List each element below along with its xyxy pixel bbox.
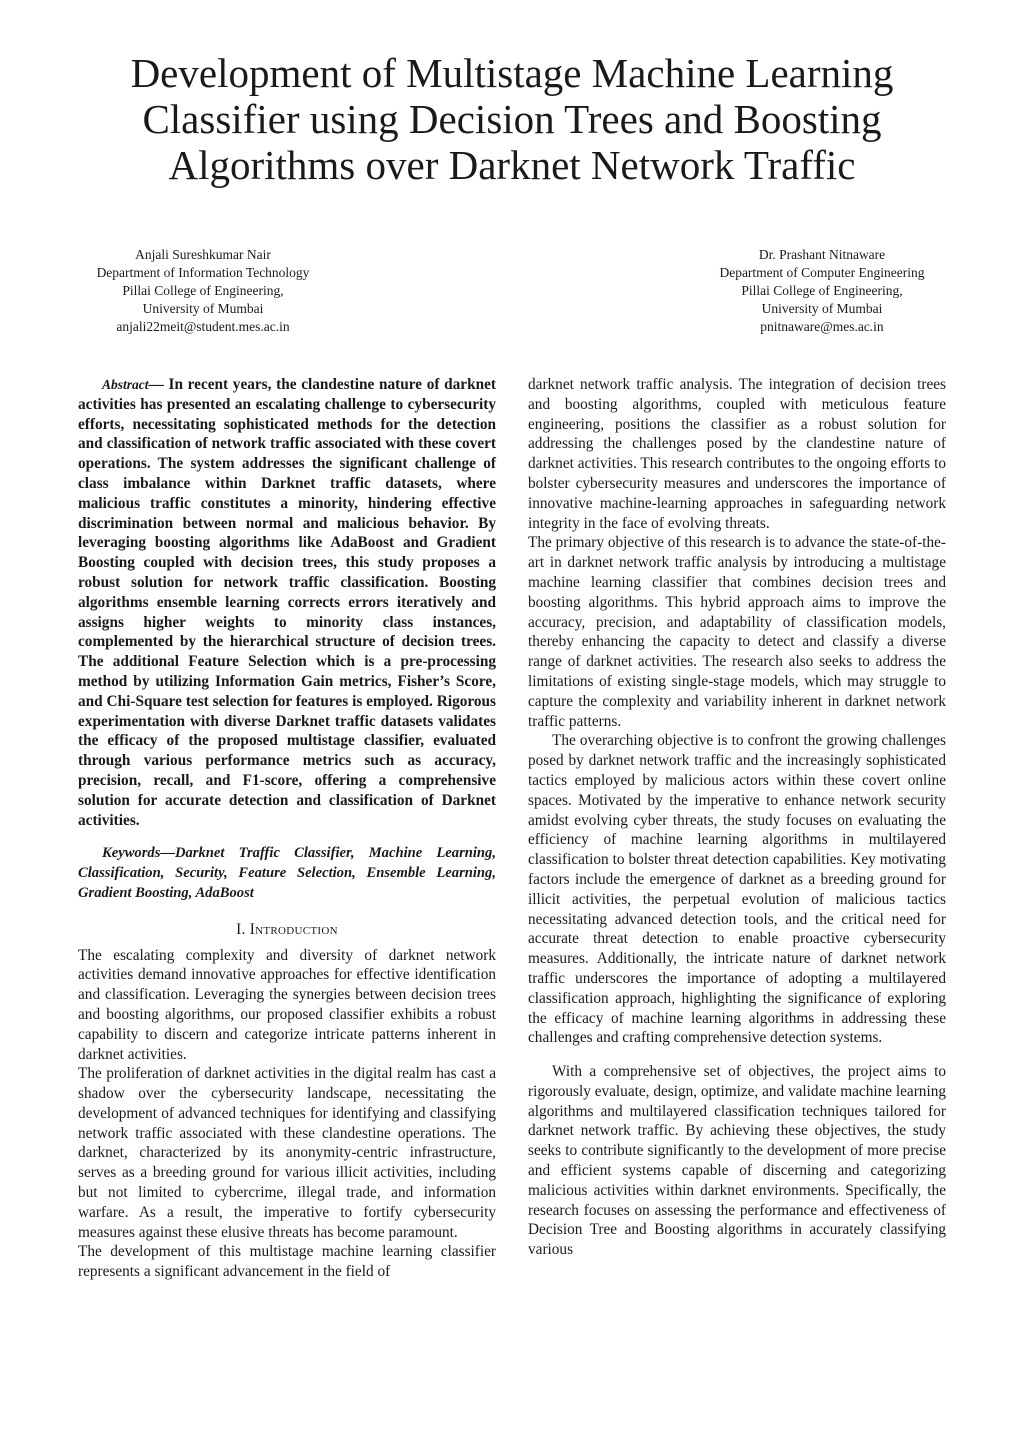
abstract xyxy=(78,375,496,830)
author-name: Dr. Prashant Nitnaware xyxy=(758,247,886,262)
author-department: Department of Computer Engineering xyxy=(719,265,925,280)
author-block-1 xyxy=(53,246,353,336)
right-column xyxy=(528,375,946,1260)
author-block-2 xyxy=(672,246,972,336)
section-title: Introduction xyxy=(249,920,338,938)
author-college: Pillai College of Engineering, xyxy=(741,283,903,298)
section-number: I. xyxy=(236,920,246,938)
author-name: Anjali Sureshkumar Nair xyxy=(135,247,271,262)
section-heading-introduction xyxy=(78,920,496,940)
paragraph: With a comprehensive set of objectives, the project aims to rigorously evaluate, design, optimize, and validate machine learning algorithms and multilayered classification techniques tailored for darknet network traffic. By achieving these objectives, the study seeks to contribute significantly to the development of more precise and efficient systems capable of discerning and categorizing malicious activities within darknet environments. Specifically, the research focuses on assessing the performance and effectiveness of Decision Tree and Boosting algorithms in accurately classifying various xyxy=(528,1063,946,1259)
abstract-text: In recent years, the clandestine nature of darknet activities has presented an escalating challenge to cybersecurity efforts, necessitating sophisticated methods for the detection and classification of network traffic associated with these covert operations. The system addresses the significant challenge of class imbalance within Darknet traffic datasets, where malicious traffic constitutes a minority, hindering effective discrimination between normal and malicious behavior. By leveraging boosting algorithms like AdaBoost and Gradient Boosting coupled with decision trees, this study proposes a robust solution for network traffic classification. Boosting algorithms ensemble learning corrects errors iteratively and assigns higher weights to minority class instances, complemented by the hierarchical structure of decision trees. The additional Feature Selection which is a pre-processing method by utilizing Information Gain metrics, Fisher’s Score, and Chi-Square test selection for features is employed. Rigorous experimentation with diverse Darknet traffic datasets validates the efficacy of the proposed multistage classifier, evaluated through various performance metrics such as accuracy, precision, recall, and F1-score, offering a comprehensive solution for accurate detection and classification of Darknet activities. xyxy=(78,376,496,829)
paragraph: The overarching objective is to confront the growing challenges posed by darknet network traffic and the increasingly sophisticated tactics employed by malicious actors within these covert online spaces. Motivated by the imperative to enhance network security amidst evolving cyber threats, the study focuses on evaluating the efficiency of machine learning algorithms in multilayered classification to bolster threat detection capabilities. Key motivating factors include the emergence of darknet as a breeding ground for illicit activities, the perpetual evolution of malicious tactics necessitating advanced detection tools, and the critical need for accurate threat detection to enable proactive cybersecurity measures. Additionally, the intricate nature of darknet network traffic underscores the importance of adopting a multilayered classification approach, highlighting the significance of exploring the efficacy of machine learning algorithms in addressing these challenges and crafting comprehensive detection systems. xyxy=(528,732,946,1047)
abstract-dash: — xyxy=(148,376,169,393)
paragraph: The primary objective of this research is to advance the state-of-the-art in darknet network traffic analysis by introducing a multistage machine learning classifier that combines decision trees and boosting algorithms. This hybrid approach aims to improve the accuracy, precision, and adaptability of classification models, thereby enhancing the capacity to detect and classify a diverse range of darknet activities. The research also seeks to address the limitations of existing single-stage models, which may struggle to capture the complexity and variability inherent in darknet network traffic patterns. xyxy=(528,534,946,730)
keywords: Keywords—Darknet Traffic Classifier, Machine Learning, Classification, Security, Feature Selection, Ensemble Learning, Gradient Boosting, AdaBoost xyxy=(78,845,496,901)
paragraph: The escalating complexity and diversity of darknet network activities demand innovative approaches for effective identification and classification. Leveraging the synergies between decision trees and boosting algorithms, our proposed classifier exhibits a robust capability to discern and categorize intricate patterns inherent in darknet activities. xyxy=(78,946,496,1063)
author-university: University of Mumbai xyxy=(142,301,264,316)
author-college: Pillai College of Engineering, xyxy=(122,283,284,298)
paragraph: The development of this multistage machine learning classifier represents a significant advancement in the field of xyxy=(78,1243,496,1281)
author-department: Department of Information Technology xyxy=(96,265,310,280)
author-email: pnitnaware@mes.ac.in xyxy=(760,319,884,334)
paper-title: Development of Multistage Machine Learning Classifier using Decision Trees and Boosting Algorithms over Darknet Network Traffic xyxy=(130,50,894,188)
paragraph: The proliferation of darknet activities in the digital realm has cast a shadow over the cybersecurity landscape, necessitating the development of advanced techniques for identifying and classifying network traffic associated with these clandestine operations. The darknet, characterized by its anonymity-centric infrastructure, serves as a breeding ground for various illicit activities, including but not limited to cybercrime, illegal trade, and information warfare. As a result, the imperative to fortify cybersecurity measures against these elusive threats has become paramount. xyxy=(78,1065,496,1241)
abstract-label: Abstract xyxy=(102,377,149,392)
author-email: anjali22meit@student.mes.ac.in xyxy=(116,319,290,334)
left-column xyxy=(78,375,496,1282)
paragraph: darknet network traffic analysis. The integration of decision trees and boosting algorithms, coupled with meticulous feature engineering, positions the classifier as a robust solution for addressing the challenges posed by the clandestine nature of darknet activities. This research contributes to the ongoing efforts to bolster cybersecurity measures and underscores the importance of innovative machine-learning approaches in safeguarding network integrity in the face of evolving threats. xyxy=(528,376,946,532)
author-university: University of Mumbai xyxy=(761,301,883,316)
